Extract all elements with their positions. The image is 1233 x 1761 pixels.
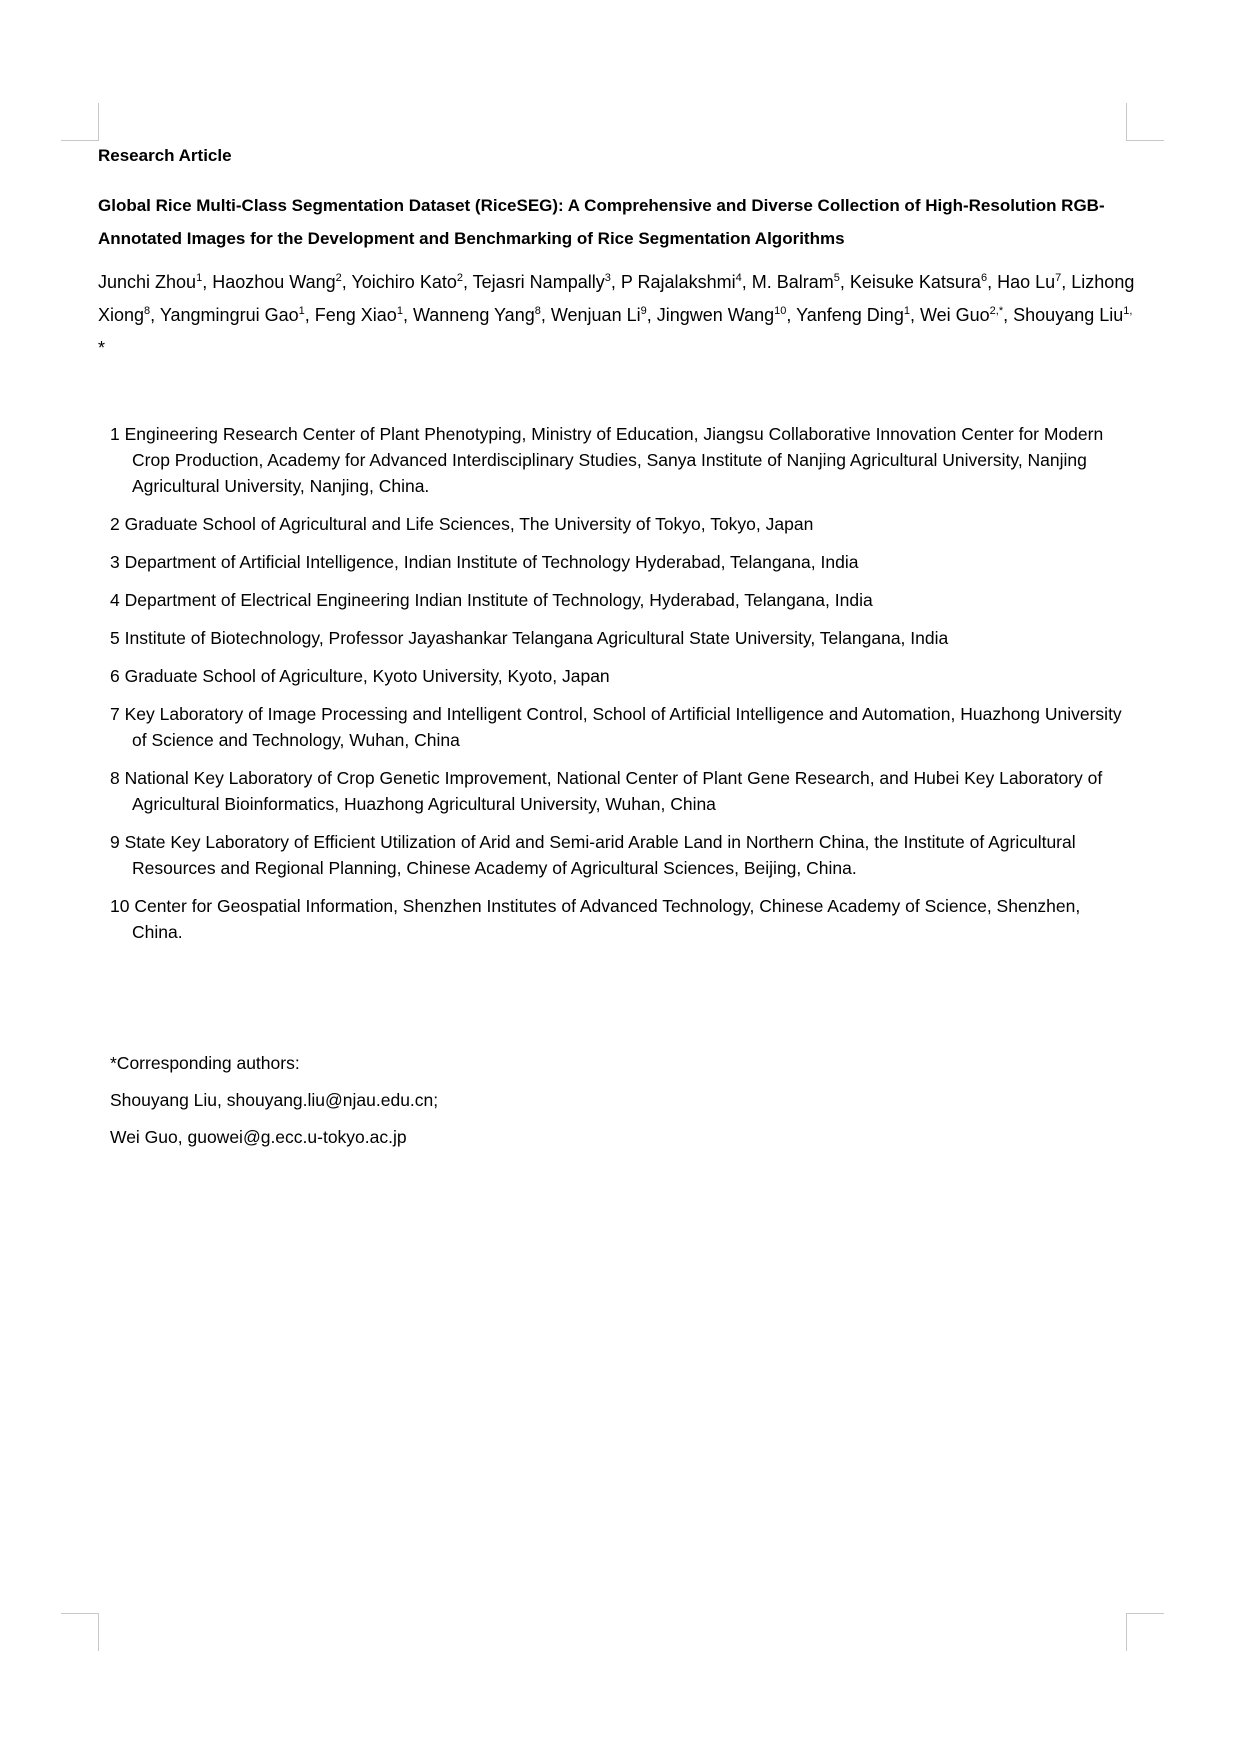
author-name: Wanneng Yang — [412, 305, 535, 325]
author-name: Tejasri Nampally — [472, 272, 605, 292]
affiliation-item: 9 State Key Laboratory of Efficient Utilization of Arid and Semi-arid Arable Land in Northern China, the Institute of Agricultural Resources and Regional Planning, Chinese Academy of Agricultural Sciences, Beijing, China. — [110, 832, 1076, 878]
author-name: Hao Lu — [997, 272, 1056, 292]
crop-mark-bottom-right-horizontal — [1126, 1613, 1164, 1614]
author-affiliation-marker: 4 — [735, 272, 742, 284]
author-affiliation-marker: 1 — [298, 305, 305, 317]
affiliation-item: 8 National Key Laboratory of Crop Genetic Improvement, National Center of Plant Gene Research, and Hubei Key Laboratory of Agricultural Bioinformatics, Huazhong Agricultural University, Wuhan, China — [110, 768, 1103, 814]
author-name: Lizhong Xiong — [98, 272, 1135, 325]
author-affiliation-marker: 2,* — [989, 305, 1004, 317]
author-affiliation-marker: 1 — [903, 305, 910, 317]
affiliation-item: 5 Institute of Biotechnology, Professor Jayashankar Telangana Agricultural State University, Telangana, India — [110, 628, 949, 648]
article-type-label: Research Article — [98, 146, 232, 165]
author-name: P Rajalakshmi — [620, 272, 736, 292]
crop-mark-top-left-vertical — [98, 103, 99, 141]
author-affiliation-marker: 3 — [604, 272, 611, 284]
crop-mark-bottom-left-vertical — [98, 1613, 99, 1651]
author-name: Wenjuan Li — [550, 305, 641, 325]
corresponding-marker: * — [98, 338, 106, 358]
crop-mark-top-right-horizontal — [1126, 140, 1164, 141]
author-list: Junchi Zhou$^1$, Haozhou Wang$^2$, Yoichiro Kato$^2$, Tejasri Nampally$^3$, P Rajalakshmi$^4$, M. Balram$^5$, Keisuke Katsura$^6$, Hao Lu$^7$, Lizhong Xiong$^8$, Yangmingrui Gao$^1$, Feng Xiao$^1$, Wanneng Yang$^8$, Wenjuan Li$^9$, Jingwen Wang$^{10}$, Yanfeng Ding$^1$, Wei Guo$^{2,*}$, Shouyang Liu$^{1,}$ * — [98, 272, 1135, 358]
author-affiliation-marker: 9 — [640, 305, 647, 317]
author-name: Yangmingrui Gao — [159, 305, 299, 325]
author-name: Shouyang Liu — [1013, 305, 1124, 325]
corresponding-contact: Shouyang Liu, shouyang.liu@njau.edu.cn; — [110, 1090, 439, 1110]
corresponding-authors-block — [110, 1045, 438, 1156]
affiliation-item: 7 Key Laboratory of Image Processing and Intelligent Control, School of Artificial Intelligence and Automation, Huazhong University of Science and Technology, Wuhan, China — [110, 704, 1122, 750]
corresponding-authors-heading: *Corresponding authors: — [110, 1053, 300, 1073]
author-name: Wei Guo — [919, 305, 990, 325]
author-affiliation-marker: 2 — [456, 272, 463, 284]
author-name: M. Balram — [751, 272, 834, 292]
author-affiliation-marker: 1, — [1123, 305, 1133, 317]
author-affiliation-marker: 8 — [534, 305, 541, 317]
author-affiliation-marker: 10 — [774, 305, 787, 317]
author-affiliation-marker: 7 — [1055, 272, 1062, 284]
paper-title: Global Rice Multi-Class Segmentation Dataset (RiceSEG): A Comprehensive and Diverse Collection of High-Resolution RGB-Annotated Images for the Development and Benchmarking of Rice Segmentation Algorithms — [98, 196, 1105, 248]
author-affiliation-marker: 5 — [833, 272, 840, 284]
author-name: Junchi Zhou — [98, 272, 197, 292]
author-name: Jingwen Wang — [656, 305, 775, 325]
crop-mark-top-left-horizontal — [61, 140, 99, 141]
author-name: Feng Xiao — [314, 305, 397, 325]
author-affiliation-marker: 1 — [196, 272, 203, 284]
author-name: Keisuke Katsura — [849, 272, 981, 292]
affiliation-item: 1 Engineering Research Center of Plant Phenotyping, Ministry of Education, Jiangsu Collaborative Innovation Center for Modern Crop Production, Academy for Advanced Interdisciplinary Studies, Sanya Institute of Nanjing Agricultural University, Nanjing Agricultural University, Nanjing, China. — [110, 424, 1104, 496]
author-affiliation-marker: 8 — [144, 305, 151, 317]
crop-mark-bottom-right-vertical — [1126, 1613, 1127, 1651]
author-name: Haozhou Wang — [212, 272, 336, 292]
corresponding-contact: Wei Guo, guowei@g.ecc.u-tokyo.ac.jp — [110, 1127, 407, 1147]
affiliation-item: 6 Graduate School of Agriculture, Kyoto University, Kyoto, Japan — [110, 666, 610, 686]
crop-mark-top-right-vertical — [1126, 103, 1127, 141]
author-name: Yanfeng Ding — [796, 305, 904, 325]
affiliation-item: 3 Department of Artificial Intelligence, Indian Institute of Technology Hyderabad, Telangana, India — [110, 552, 859, 572]
author-name: Yoichiro Kato — [351, 272, 457, 292]
affiliation-item: 2 Graduate School of Agricultural and Life Sciences, The University of Tokyo, Tokyo, Japan — [110, 514, 814, 534]
crop-mark-bottom-left-horizontal — [61, 1613, 99, 1614]
affiliation-list — [110, 421, 1135, 957]
author-affiliation-marker: 1 — [396, 305, 403, 317]
affiliation-item: 10 Center for Geospatial Information, Shenzhen Institutes of Advanced Technology, Chinese Academy of Science, Shenzhen, China. — [110, 896, 1081, 942]
author-affiliation-marker: 6 — [980, 272, 988, 284]
author-affiliation-marker: 2 — [335, 272, 342, 284]
affiliation-item: 4 Department of Electrical Engineering Indian Institute of Technology, Hyderabad, Telangana, India — [110, 590, 873, 610]
